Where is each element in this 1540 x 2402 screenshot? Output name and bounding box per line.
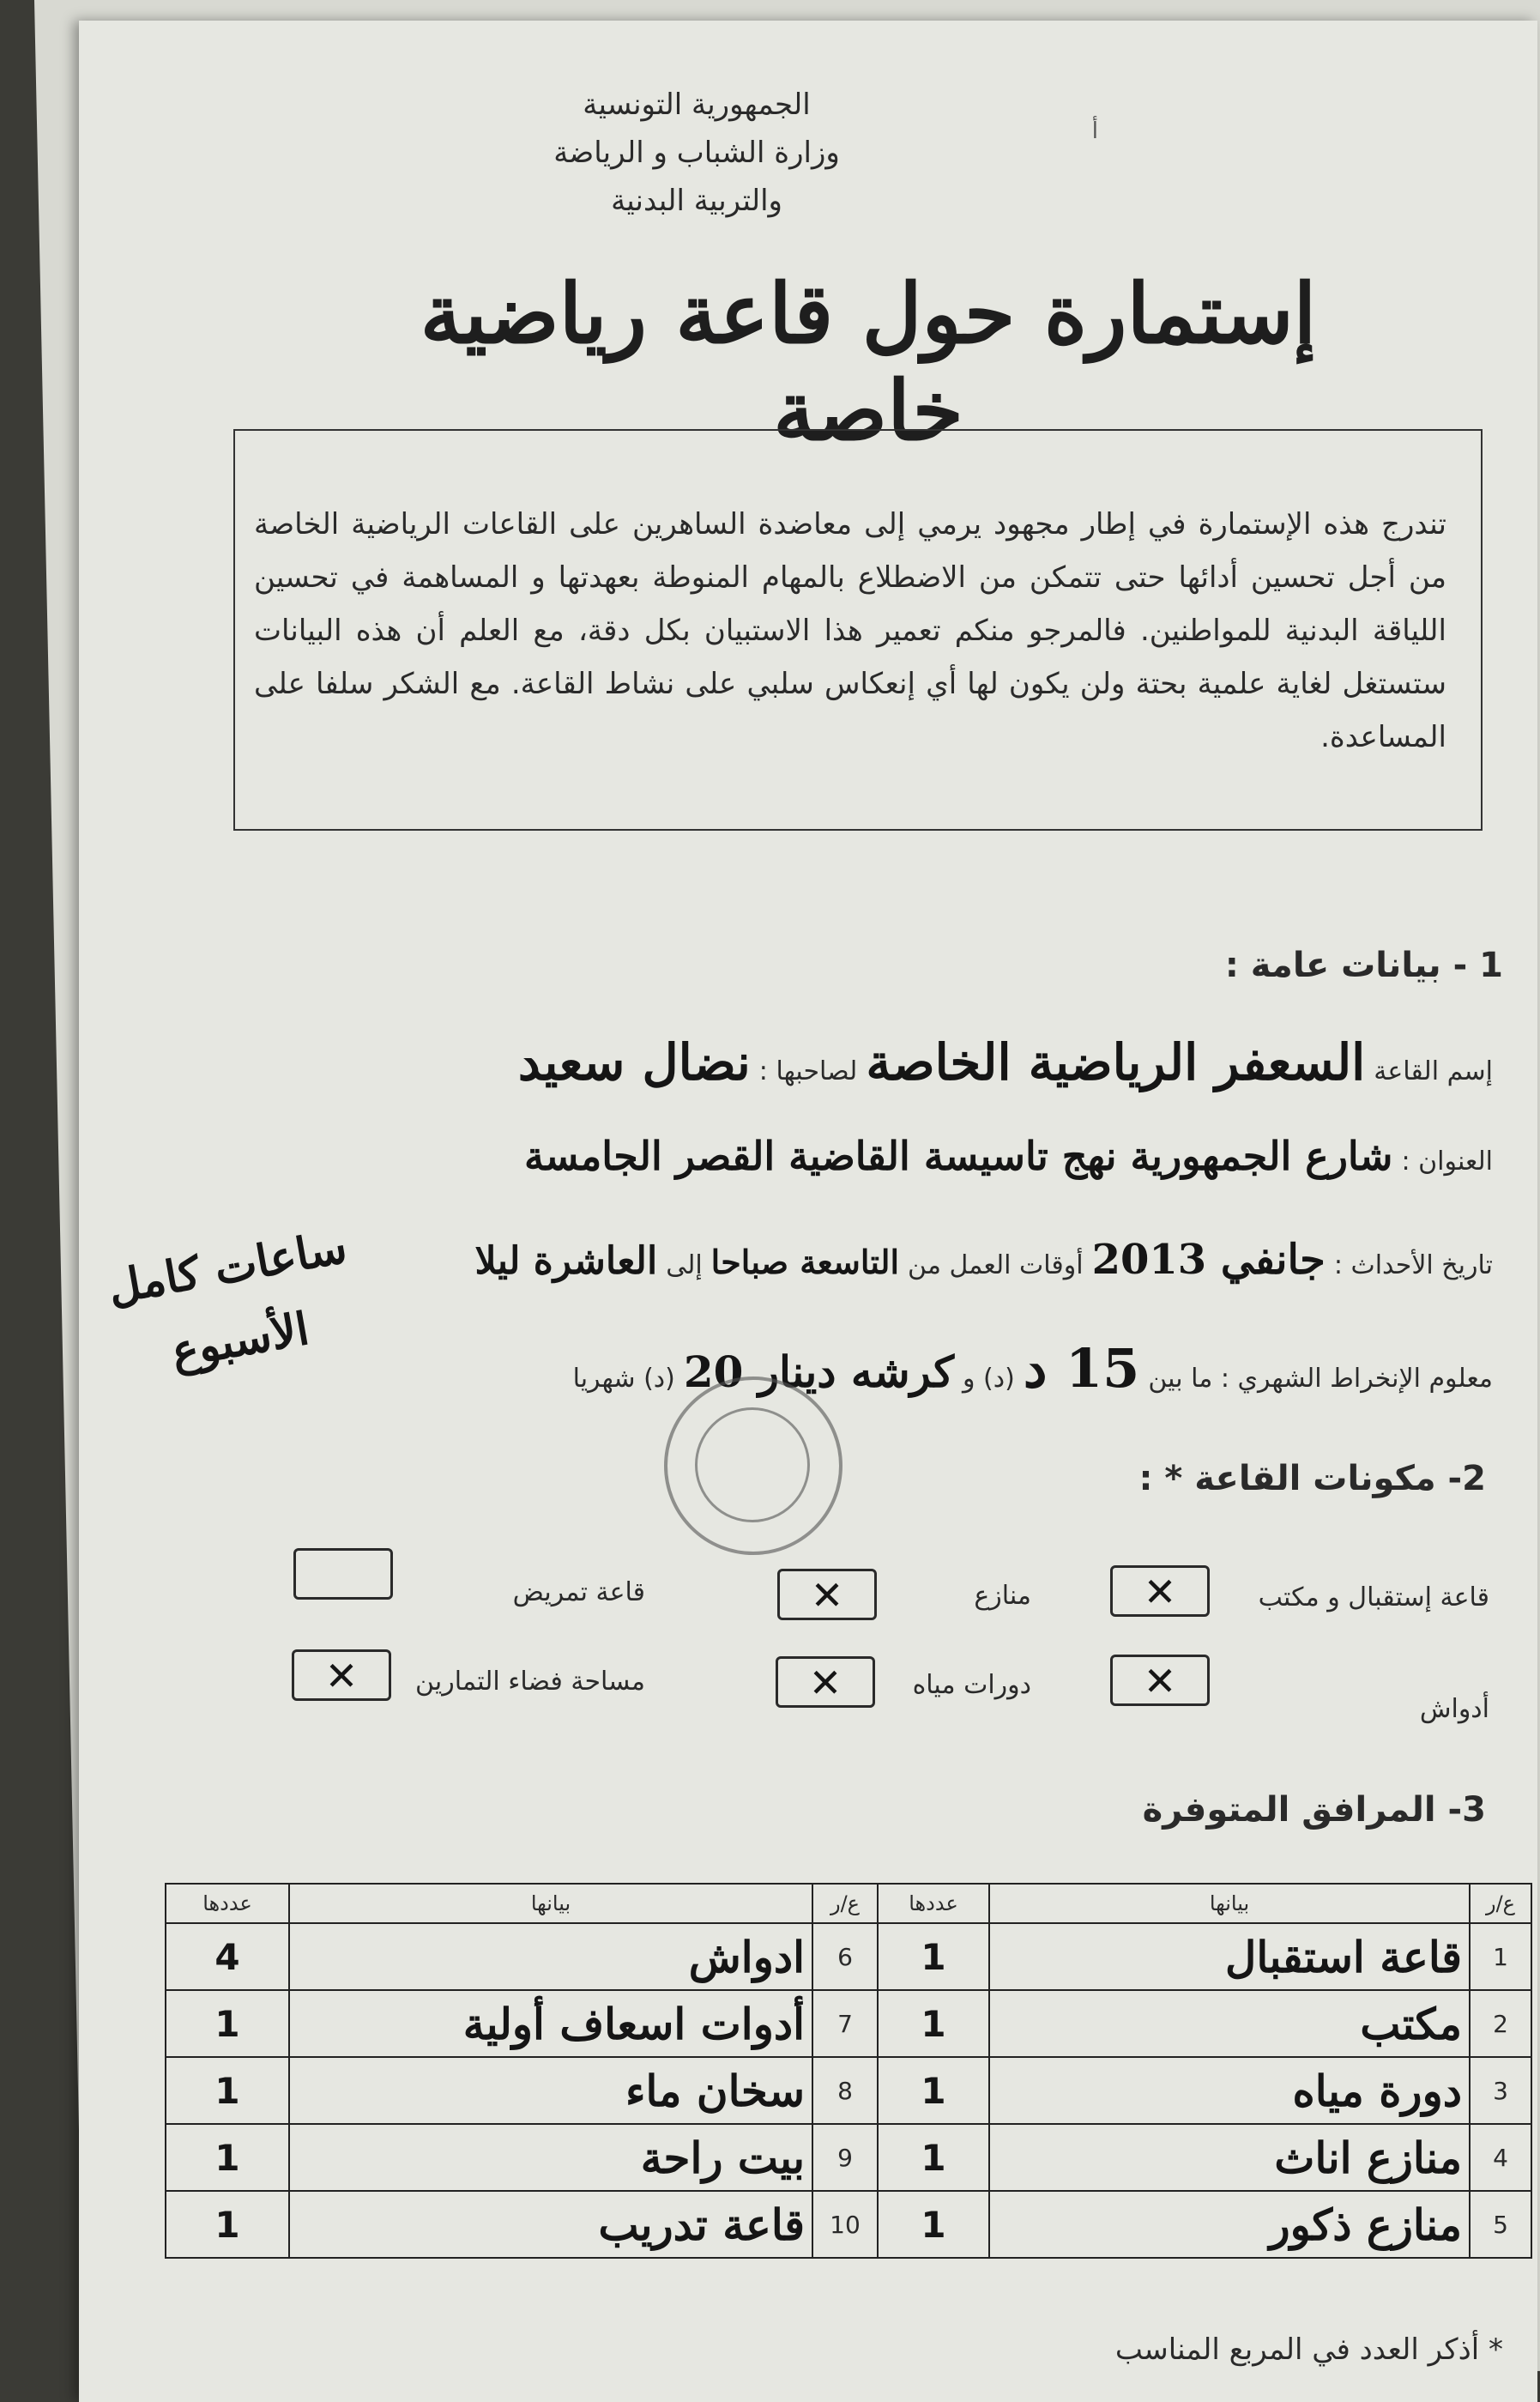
facility-desc[interactable]: قاعة تدريب <box>289 2191 812 2258</box>
intro-box <box>233 429 1483 831</box>
row-number: 8 <box>812 2057 878 2124</box>
table-row <box>166 1990 1531 2057</box>
founded-value[interactable]: جانفي 2013 <box>1091 1236 1326 1284</box>
check-mark-icon: ✕ <box>808 1660 842 1706</box>
facility-count[interactable]: 1 <box>878 1923 989 1990</box>
address-row <box>257 1133 1493 1179</box>
official-stamp <box>664 1376 842 1555</box>
row-number: 4 <box>1470 2124 1531 2191</box>
fee-min-value[interactable]: 15 د <box>1023 1337 1140 1400</box>
component-checkbox[interactable] <box>1110 1655 1210 1706</box>
section2-heading: 2- مكونات القاعة * : <box>1138 1459 1486 1498</box>
row-number: 9 <box>812 2124 878 2191</box>
table-row <box>166 2057 1531 2124</box>
row-number: 10 <box>812 2191 878 2258</box>
component-label: قاعة تمريض <box>512 1577 645 1607</box>
facility-count[interactable]: 1 <box>878 2124 989 2191</box>
fee-unit-label: (د) شهريا <box>572 1364 675 1394</box>
owner-value[interactable]: نضال سعيد <box>517 1033 751 1092</box>
component-label: دورات مياه <box>912 1670 1031 1700</box>
intro-text: تندرج هذه الإستمارة في إطار مجهود يرمي إلى معاضدة الساهرين على القاعات الرياضية الخاصة من أجل تحسين أدائها حتى تتمكن من الاضطلاع بالمهام المنوطة بعهدتها و المساهمة في تحسين اللياقة البدنية للمواطنين. فالمرجو منكم تعمير هذا الاستبيان بكل دقة، مع العلم أن هذه البيانات ستستغل لغاية علمية بحتة ولن يكون لها أي إنعكاس سلبي على نشاط القاعة. مع الشكر سلفا على المساعدة. <box>254 507 1446 754</box>
facility-desc[interactable]: بيت راحة <box>289 2124 812 2191</box>
fee-row <box>257 1337 1493 1400</box>
table-header-row <box>166 1884 1531 1923</box>
component-label: منازع <box>974 1581 1031 1611</box>
facility-desc[interactable]: سخان ماء <box>289 2057 812 2124</box>
fee-and-label: (د) و <box>963 1364 1015 1394</box>
col-header-desc: بيانها <box>289 1884 812 1923</box>
facilities-table <box>165 1883 1532 2259</box>
table-row <box>166 2191 1531 2258</box>
form-page <box>79 21 1537 2402</box>
facility-desc[interactable]: قاعة استقبال <box>989 1923 1470 1990</box>
hours-from-value[interactable]: التاسعة صباحا <box>710 1243 900 1281</box>
col-header-num: ع/ر <box>1470 1884 1531 1923</box>
side-note-line: ساعات كامل <box>104 1220 351 1315</box>
row-number: 3 <box>1470 2057 1531 2124</box>
section3-heading: 3- المرافق المتوفرة <box>1142 1790 1486 1830</box>
check-mark-icon: ✕ <box>1143 1658 1177 1704</box>
check-mark-icon: ✕ <box>810 1572 844 1618</box>
footnote: * أذكر العدد في المربع المناسب <box>1114 2332 1503 2367</box>
col-header-count: عددها <box>878 1884 989 1923</box>
hours-label: أوقات العمل من <box>908 1250 1084 1280</box>
row-number: 5 <box>1470 2191 1531 2258</box>
facility-desc[interactable]: مكتب <box>989 1990 1470 2057</box>
component-checkbox[interactable] <box>776 1656 875 1708</box>
component-checkbox[interactable] <box>777 1569 877 1620</box>
facility-desc[interactable]: دورة مياه <box>989 2057 1470 2124</box>
facility-count[interactable]: 1 <box>166 2191 289 2258</box>
address-value[interactable]: شارع الجمهورية نهج تاسيسة القاضية القصر الجامسة <box>523 1133 1393 1179</box>
component-checkbox[interactable] <box>292 1649 391 1701</box>
row-number: 6 <box>812 1923 878 1990</box>
check-mark-icon: ✕ <box>1143 1569 1177 1615</box>
form-title: إستمارة حول قاعة رياضية خاصة <box>420 265 1317 459</box>
dates-row <box>257 1236 1493 1284</box>
ministry-header <box>474 81 920 225</box>
header-line: الجمهورية التونسية <box>583 88 811 122</box>
table-row <box>166 2124 1531 2191</box>
header-line: وزارة الشباب و الرياضة <box>553 136 840 170</box>
component-checkbox[interactable] <box>293 1548 393 1600</box>
header-line: والتربية البدنية <box>611 184 782 218</box>
gym-name-label: إسم القاعة <box>1374 1056 1493 1086</box>
address-label: العنوان : <box>1401 1147 1493 1177</box>
component-checkbox[interactable] <box>1110 1565 1210 1617</box>
component-label: أدواش <box>1419 1694 1489 1724</box>
row-number: 7 <box>812 1990 878 2057</box>
facility-count[interactable]: 1 <box>166 1990 289 2057</box>
component-label: قاعة إستقبال و مكتب <box>1258 1582 1489 1612</box>
facility-count[interactable]: 4 <box>166 1923 289 1990</box>
facility-count[interactable]: 1 <box>878 1990 989 2057</box>
component-label: مساحة فضاء التمارين <box>415 1667 645 1697</box>
col-header-num: ع/ر <box>812 1884 878 1923</box>
hours-to-label: إلى <box>666 1250 703 1280</box>
col-header-count: عددها <box>166 1884 289 1923</box>
owner-label: لصاحبها : <box>758 1056 858 1086</box>
check-mark-icon: ✕ <box>324 1653 359 1699</box>
facility-desc[interactable]: أدوات اسعاف أولية <box>289 1990 812 2057</box>
founded-label: تاريخ الأحداث : <box>1333 1250 1493 1280</box>
corner-mark: أ <box>1091 118 1098 144</box>
fee-label: معلوم الإنخراط الشهري : ما بين <box>1148 1364 1493 1394</box>
section1-heading: 1 - بيانات عامة : <box>1224 946 1503 985</box>
facility-count[interactable]: 1 <box>166 2057 289 2124</box>
hours-to-value[interactable]: العاشرة ليلا <box>474 1239 658 1283</box>
side-note-line: الأسبوع <box>167 1302 313 1378</box>
facility-desc[interactable]: منازع اناث <box>989 2124 1470 2191</box>
row-number: 2 <box>1470 1990 1531 2057</box>
facility-count[interactable]: 1 <box>878 2057 989 2124</box>
table-row <box>166 1923 1531 1990</box>
gym-name-value[interactable]: السعفر الرياضية الخاصة <box>866 1033 1366 1092</box>
facility-count[interactable]: 1 <box>166 2124 289 2191</box>
fee-max-value[interactable]: كرشه دينار 20 <box>683 1346 955 1397</box>
col-header-desc: بيانها <box>989 1884 1470 1923</box>
facility-count[interactable]: 1 <box>878 2191 989 2258</box>
row-number: 1 <box>1470 1923 1531 1990</box>
gym-name-row <box>257 1033 1493 1092</box>
facility-desc[interactable]: ادواش <box>289 1923 812 1990</box>
facility-desc[interactable]: منازع ذكور <box>989 2191 1470 2258</box>
